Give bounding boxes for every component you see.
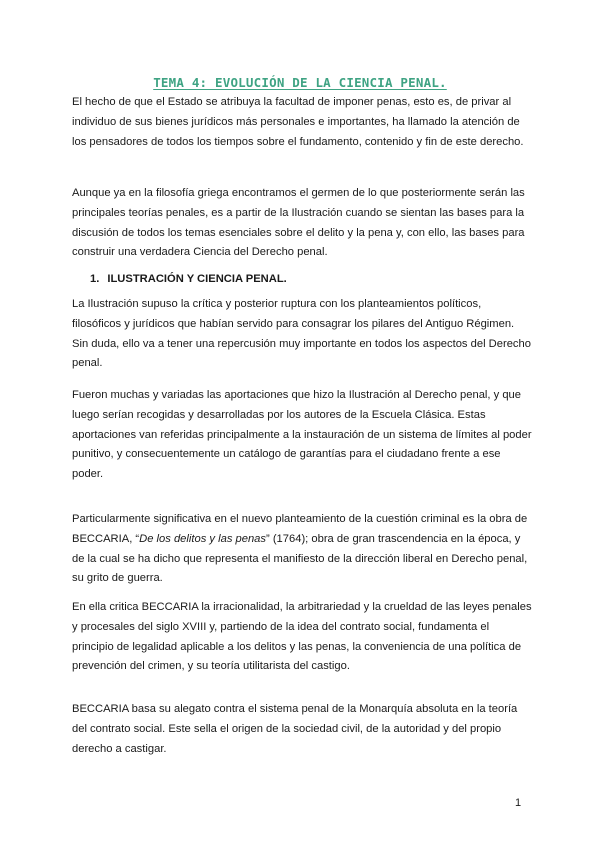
critique-paragraph: En ella critica BECCARIA la irracionalidad, la arbitrariedad y la crueldad de las leyes penales y procesales del siglo XVIII y, partiendo de la idea del contrato social, fundamenta el principio de legalidad aplicable a los delitos y las penas, la conveniencia de una política de prevención del crimen, y su teoría utilitarista del castigo. <box>72 601 532 673</box>
page-number: 1 <box>515 797 522 809</box>
section-number: 1. <box>90 273 100 285</box>
section-paragraph-1: La Ilustración supuso la crítica y posterior ruptura con los planteamientos políticos, filosóficos y jurídicos que habían servido para consagrar los pilares del Antiguo Régimen. Sin duda, ello va a tener una repercusión muy importante en todos los aspectos del Derecho penal. <box>72 298 531 370</box>
book-title: De los delitos y las penas <box>139 532 266 545</box>
contract-paragraph: BECCARIA basa su alegato contra el sistema penal de la Monarquía absoluta en la teoría del contrato social. Este sella el origen de la sociedad civil, de la autoridad y del propio derecho a castigar. <box>72 703 518 755</box>
intro-paragraph-1: El hecho de que el Estado se atribuya la facultad de imponer penas, esto es, de privar al individuo de sus bienes jurídicos más personales e importantes, ha llamado la atención de los pensadores de todos los tiempos sobre el fundamento, contenido y fin de este derecho. <box>72 96 524 148</box>
beccaria-text-after: ” (1764); obra de gran trascendencia en la época, y de la cual se ha dicho que representa el manifiesto de la dirección liberal en Derecho penal, su grito de guerra. <box>72 532 528 585</box>
intro-paragraph-2: Aunque ya en la filosofía griega encontramos el germen de lo que posteriormente serán las principales teorías penales, es a partir de la Ilustración cuando se sientan las bases para la discusión de todos los temas esenciales sobre el delito y la pena y, con ello, las bases para construir una verdadera Ciencia del Derecho penal. <box>72 187 525 259</box>
section-heading <box>90 273 287 285</box>
beccaria-text-before: Particularmente significativa en el nuevo planteamiento de la cuestión criminal es la obra de BECCARIA, “ <box>72 513 528 545</box>
section-title: ILUSTRACIÓN Y CIENCIA PENAL. <box>107 273 287 285</box>
section-paragraph-2: Fueron muchas y variadas las aportaciones que hizo la Ilustración al Derecho penal, y que luego serían recogidas y desarrolladas por los autores de la Escuela Clásica. Estas aportaciones van referidas principalmente a la instauración de un sistema de límites al poder punitivo, y consecuentemente un catálogo de garantías para el ciudadano frente a ese poder. <box>72 389 532 481</box>
beccaria-paragraph <box>72 510 532 589</box>
document-title: TEMA 4: EVOLUCIÓN DE LA CIENCIA PENAL. <box>153 75 447 90</box>
